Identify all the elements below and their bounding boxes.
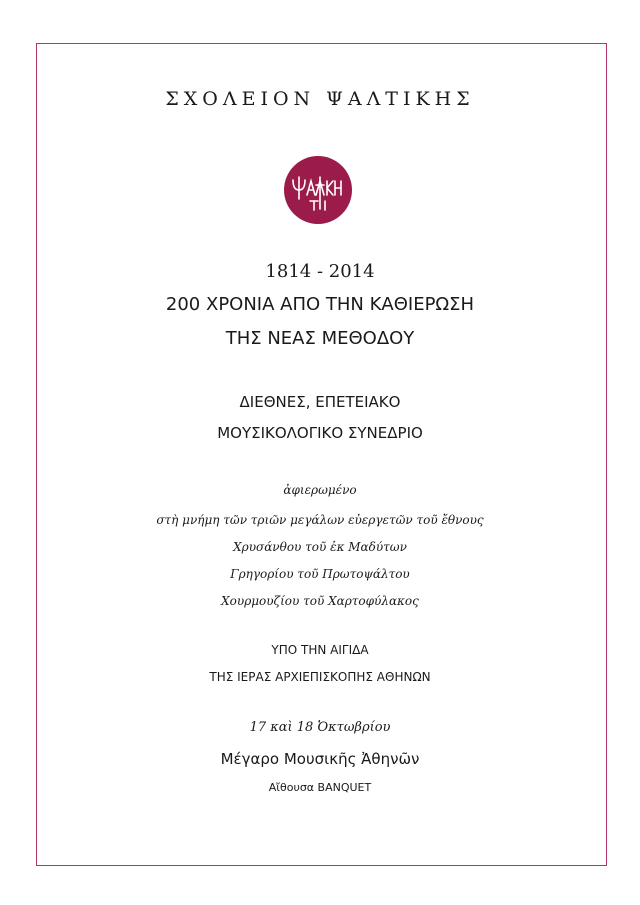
psaltiki-logo-icon	[283, 155, 353, 225]
dedication-line: Χρυσάνθου τοῦ ἐκ Μαδύτων	[233, 540, 407, 554]
years-range: 1814 - 2014	[265, 261, 375, 282]
aegis-line-1: ΥΠΟ ΤΗΝ ΑΙΓΙΔΑ	[271, 643, 369, 657]
conference-line-2: ΜΟΥΣΙΚΟΛΟΓΙΚΟ ΣΥΝΕΔΡΙΟ	[217, 424, 423, 442]
dedication-line: στὴ μνήμη τῶν τριῶν μεγάλων εὐεργετῶν τοῦ ἔθνους	[156, 513, 484, 527]
event-date: 17 καὶ 18 Ὀκτωβρίου	[249, 720, 391, 735]
school-name: ΣΧΟΛΕΙΟΝ ΨΑΛΤΙΚΗΣ	[165, 88, 475, 110]
dedication-line: Χουρμουζίου τοῦ Χαρτοφύλακος	[221, 594, 419, 608]
title-line-1: 200 ΧΡΟΝΙΑ ΑΠΟ ΤΗΝ ΚΑΘΙΕΡΩΣΗ	[165, 294, 475, 315]
event-venue: Μέγαρο Μουσικῆς Ἀθηνῶν	[220, 750, 420, 768]
dedication-line: Γρηγορίου τοῦ Πρωτοψάλτου	[230, 567, 410, 581]
dedication-line: ἀφιερωμένο	[283, 483, 357, 497]
conference-line-1: ΔΙΕΘΝΕΣ, ΕΠΕΤΕΙΑΚΟ	[239, 393, 401, 411]
aegis-line-2: ΤΗΣ ΙΕΡΑΣ ΑΡΧΙΕΠΙΣΚΟΠΗΣ ΑΘΗΝΩΝ	[209, 670, 431, 684]
event-hall: Αἴθουσα BANQUET	[268, 781, 372, 794]
title-line-2: ΤΗΣ ΝΕΑΣ ΜΕΘΟΔΟΥ	[225, 328, 415, 349]
